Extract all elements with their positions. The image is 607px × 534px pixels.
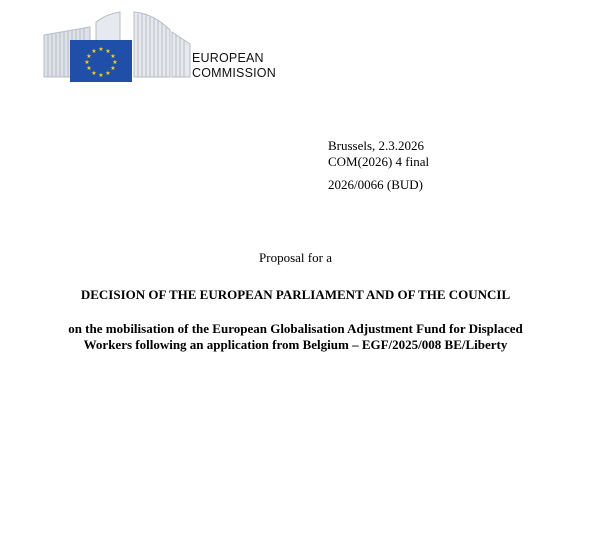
svg-text:★: ★: [105, 70, 111, 77]
svg-text:★: ★: [98, 46, 104, 53]
subtitle-line-2: Workers following an application from Belgium – EGF/2025/008 BE/Liberty: [83, 337, 508, 352]
decision-title: DECISION OF THE EUROPEAN PARLIAMENT AND OF THE COUNCIL: [80, 287, 511, 302]
svg-text:★: ★: [86, 65, 92, 72]
eu-flag-building-logo-icon: [42, 10, 192, 85]
decision-subtitle: [0, 321, 591, 353]
document-metadata: [328, 138, 429, 193]
svg-text:★: ★: [110, 65, 116, 72]
svg-text:★: ★: [110, 53, 116, 60]
svg-text:★: ★: [112, 59, 118, 66]
place-date: Brussels, 2.3.2026: [328, 138, 425, 153]
svg-text:★: ★: [105, 48, 111, 55]
org-name-line2: COMMISSION: [192, 66, 276, 80]
organisation-name: [192, 51, 276, 81]
svg-text:★: ★: [86, 53, 92, 60]
svg-text:★: ★: [91, 70, 97, 77]
svg-text:★: ★: [98, 72, 104, 79]
subtitle-line-1: on the mobilisation of the European Globalisation Adjustment Fund for Displaced: [68, 321, 523, 336]
svg-text:★: ★: [84, 59, 90, 66]
com-reference: COM(2026) 4 final: [328, 154, 430, 169]
org-name-line1: EUROPEAN: [192, 51, 264, 65]
european-commission-logo: [42, 10, 192, 85]
svg-text:★: ★: [91, 48, 97, 55]
proposal-intro: Proposal for a: [259, 250, 332, 265]
procedure-reference: 2026/0066 (BUD): [328, 177, 423, 192]
